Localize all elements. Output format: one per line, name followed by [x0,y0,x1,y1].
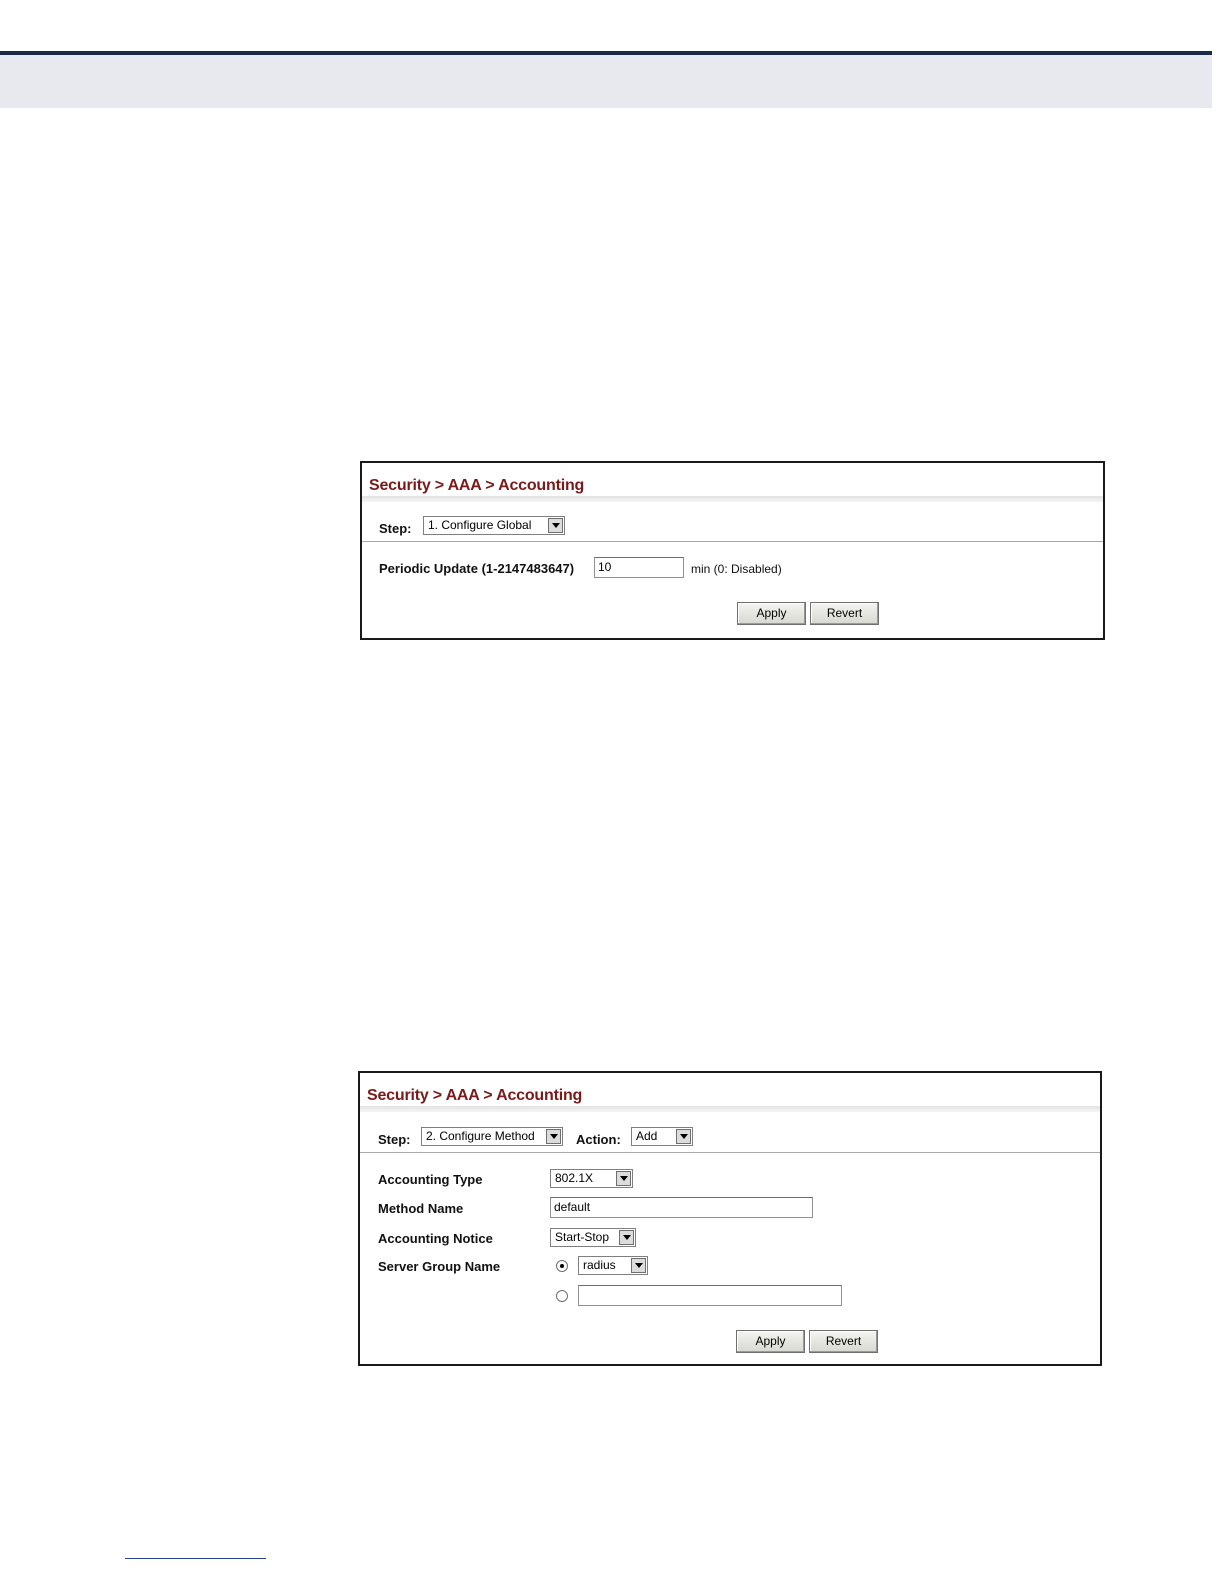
accounting-notice-value: Start-Stop [555,1230,610,1244]
header-band [0,55,1212,108]
method-name-input[interactable]: default [550,1197,813,1218]
accounting-type-label: Accounting Type [378,1172,483,1187]
apply-button[interactable]: Apply [736,1330,805,1353]
revert-button[interactable]: Revert [810,602,879,625]
step-select[interactable] [423,516,565,535]
step-select-value: 1. Configure Global [428,518,532,532]
action-select[interactable] [631,1127,693,1146]
chevron-down-icon[interactable] [548,518,563,533]
divider [362,541,1103,542]
server-group-list-radio[interactable] [556,1260,568,1272]
accounting-notice-select[interactable] [550,1228,636,1247]
accounting-type-select[interactable] [550,1169,633,1188]
title-bar [360,1106,1100,1112]
title-bar [362,496,1103,502]
server-group-label: Server Group Name [378,1259,501,1274]
step-select-value: 2. Configure Method [426,1129,535,1143]
accounting-method-panel [358,1071,1102,1366]
chevron-down-icon[interactable] [616,1171,631,1186]
accounting-type-value: 802.1X [555,1171,594,1185]
chevron-down-icon[interactable] [619,1230,634,1245]
page-title: Security > AAA > Accounting [367,1087,583,1104]
step-select[interactable] [421,1127,563,1146]
apply-button[interactable]: Apply [737,602,806,625]
action-label: Action: [576,1132,621,1147]
accounting-notice-label: Accounting Notice [378,1231,493,1246]
divider [360,1152,1100,1153]
accounting-global-panel [360,461,1105,640]
footer-link-underline [125,1558,266,1559]
periodic-update-input[interactable]: 10 [594,557,684,578]
chevron-down-icon[interactable] [676,1129,691,1144]
server-group-select-value: radius [583,1258,616,1272]
periodic-update-hint: min (0: Disabled) [691,562,782,576]
revert-button[interactable]: Revert [809,1330,878,1353]
step-label: Step: [378,1132,411,1147]
periodic-update-label: Periodic Update (1-2147483647) [379,561,575,576]
server-group-select[interactable] [578,1256,648,1275]
page-title: Security > AAA > Accounting [369,477,585,494]
chevron-down-icon[interactable] [546,1129,561,1144]
chevron-down-icon[interactable] [631,1258,646,1273]
step-label: Step: [379,521,412,536]
server-group-input[interactable] [578,1285,842,1306]
action-select-value: Add [636,1129,658,1143]
method-name-label: Method Name [378,1201,464,1216]
server-group-custom-radio[interactable] [556,1290,568,1302]
